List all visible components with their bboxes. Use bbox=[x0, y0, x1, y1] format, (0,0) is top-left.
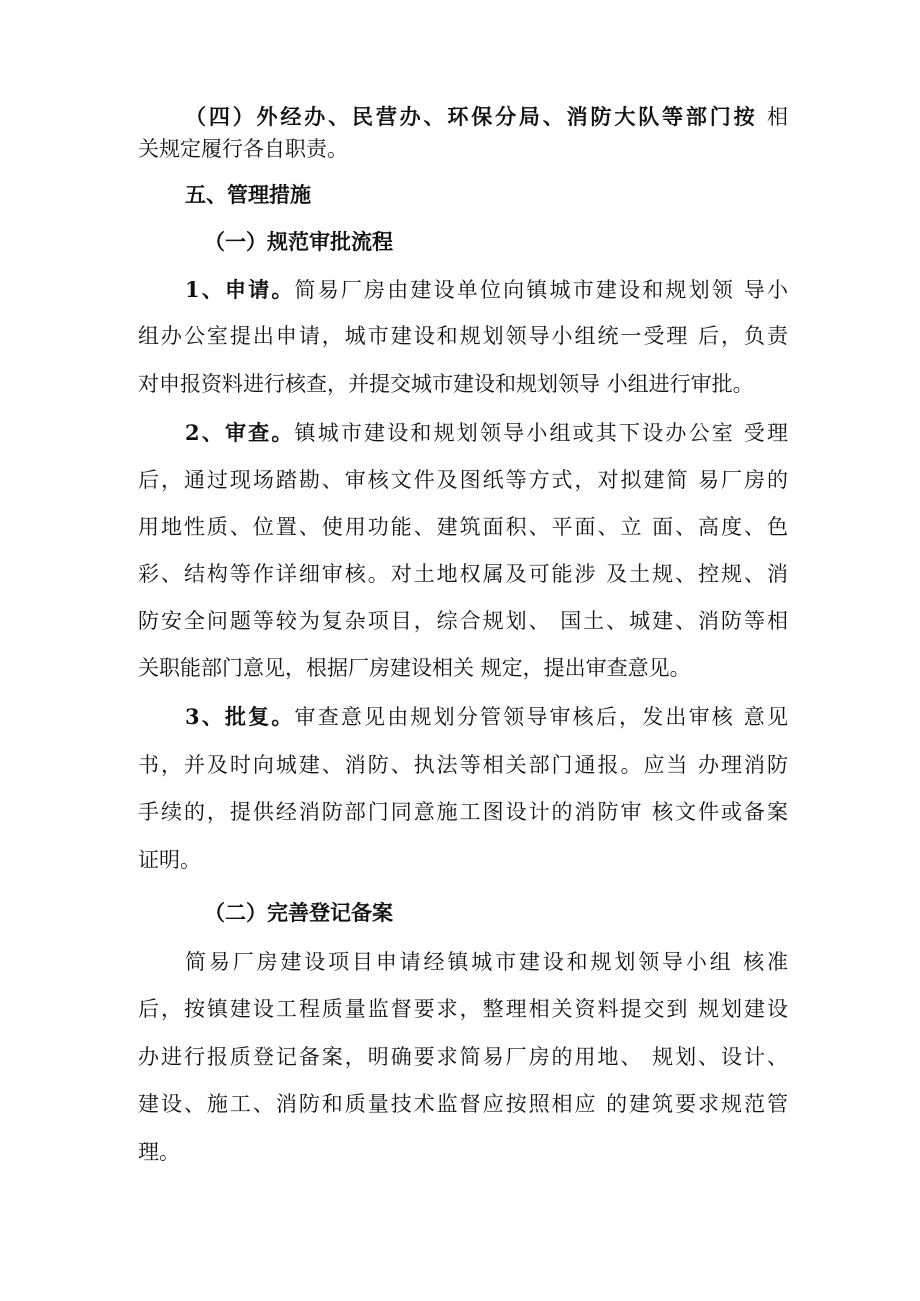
item-2-line-6: 关职能部门意见，根据厂房建设相关 规定，提出审查意见。 bbox=[138, 656, 691, 680]
registration-line-5: 理。 bbox=[138, 1140, 180, 1164]
item-3-line-4: 证明。 bbox=[138, 848, 201, 872]
registration-line-3: 办进行报质登记备案，明确要求简易厂房的用地、 规划、设计、 bbox=[138, 1045, 788, 1069]
item-1-line-2: 组办公室提出申请，城市建设和规划领导小组统一受理 后，负责 bbox=[138, 324, 788, 348]
item-1-line-3: 对申报资料进行核查，并提交城市建设和规划领导 小组进行审批。 bbox=[138, 372, 754, 396]
item-1-line-1 bbox=[185, 275, 788, 305]
registration-line-4: 建设、施工、消防和质量技术监督应按照相应 的建筑要求规范管 bbox=[138, 1092, 788, 1116]
registration-line-2: 后，按镇建设工程质量监督要求，整理相关资料提交到 规划建设 bbox=[138, 997, 788, 1021]
paragraph-4-line-2: 关规定履行各自职责。 bbox=[138, 137, 348, 161]
paragraph-4-bold: （四）外经办、民营办、环保分局、消防大队等部门按 bbox=[185, 104, 758, 129]
item-3-line-1 bbox=[185, 702, 788, 732]
item-2-text-1: 镇城市建设和规划领导小组或其下设办公室 受理 bbox=[294, 421, 788, 445]
paragraph-4-line-1 bbox=[185, 102, 788, 132]
item-1-title: 1、申请。 bbox=[185, 277, 295, 302]
subsection-heading-1: （一）规范审批流程 bbox=[204, 229, 393, 254]
subsection-heading-2: （二）完善登记备案 bbox=[204, 900, 393, 925]
item-2-line-5: 防安全问题等较为复杂项目，综合规划、 国土、城建、消防等相 bbox=[138, 609, 788, 633]
item-2-line-3: 用地性质、位置、使用功能、建筑面积、平面、立 面、高度、色 bbox=[138, 515, 788, 539]
item-2-line-2: 后，通过现场踏勘、审核文件及图纸等方式，对拟建简 易厂房的 bbox=[138, 468, 788, 492]
item-2-line-4: 彩、结构等作详细审核。对土地权属及可能涉 及土规、控规、消 bbox=[138, 562, 788, 586]
item-1-text-1: 简易厂房由建设单位向镇城市建设和规划领 导小 bbox=[294, 278, 788, 302]
item-2-line-1 bbox=[185, 418, 788, 448]
item-3-text-1: 审查意见由规划分管领导审核后，发出审核 意见 bbox=[294, 705, 788, 729]
registration-line-1: 简易厂房建设项目申请经镇城市建设和规划领导小组 核准 bbox=[185, 950, 788, 974]
item-3-line-3: 手续的，提供经消防部门同意施工图设计的消防审 核文件或备案 bbox=[138, 800, 788, 824]
paragraph-4-rest: 相 bbox=[757, 105, 788, 129]
item-3-title: 3、批复。 bbox=[185, 704, 295, 729]
item-3-line-2: 书，并及时向城建、消防、执法等相关部门通报。应当 办理消防 bbox=[138, 753, 788, 777]
section-heading-5: 五、管理措施 bbox=[185, 182, 311, 207]
item-2-title: 2、审查。 bbox=[185, 420, 295, 445]
